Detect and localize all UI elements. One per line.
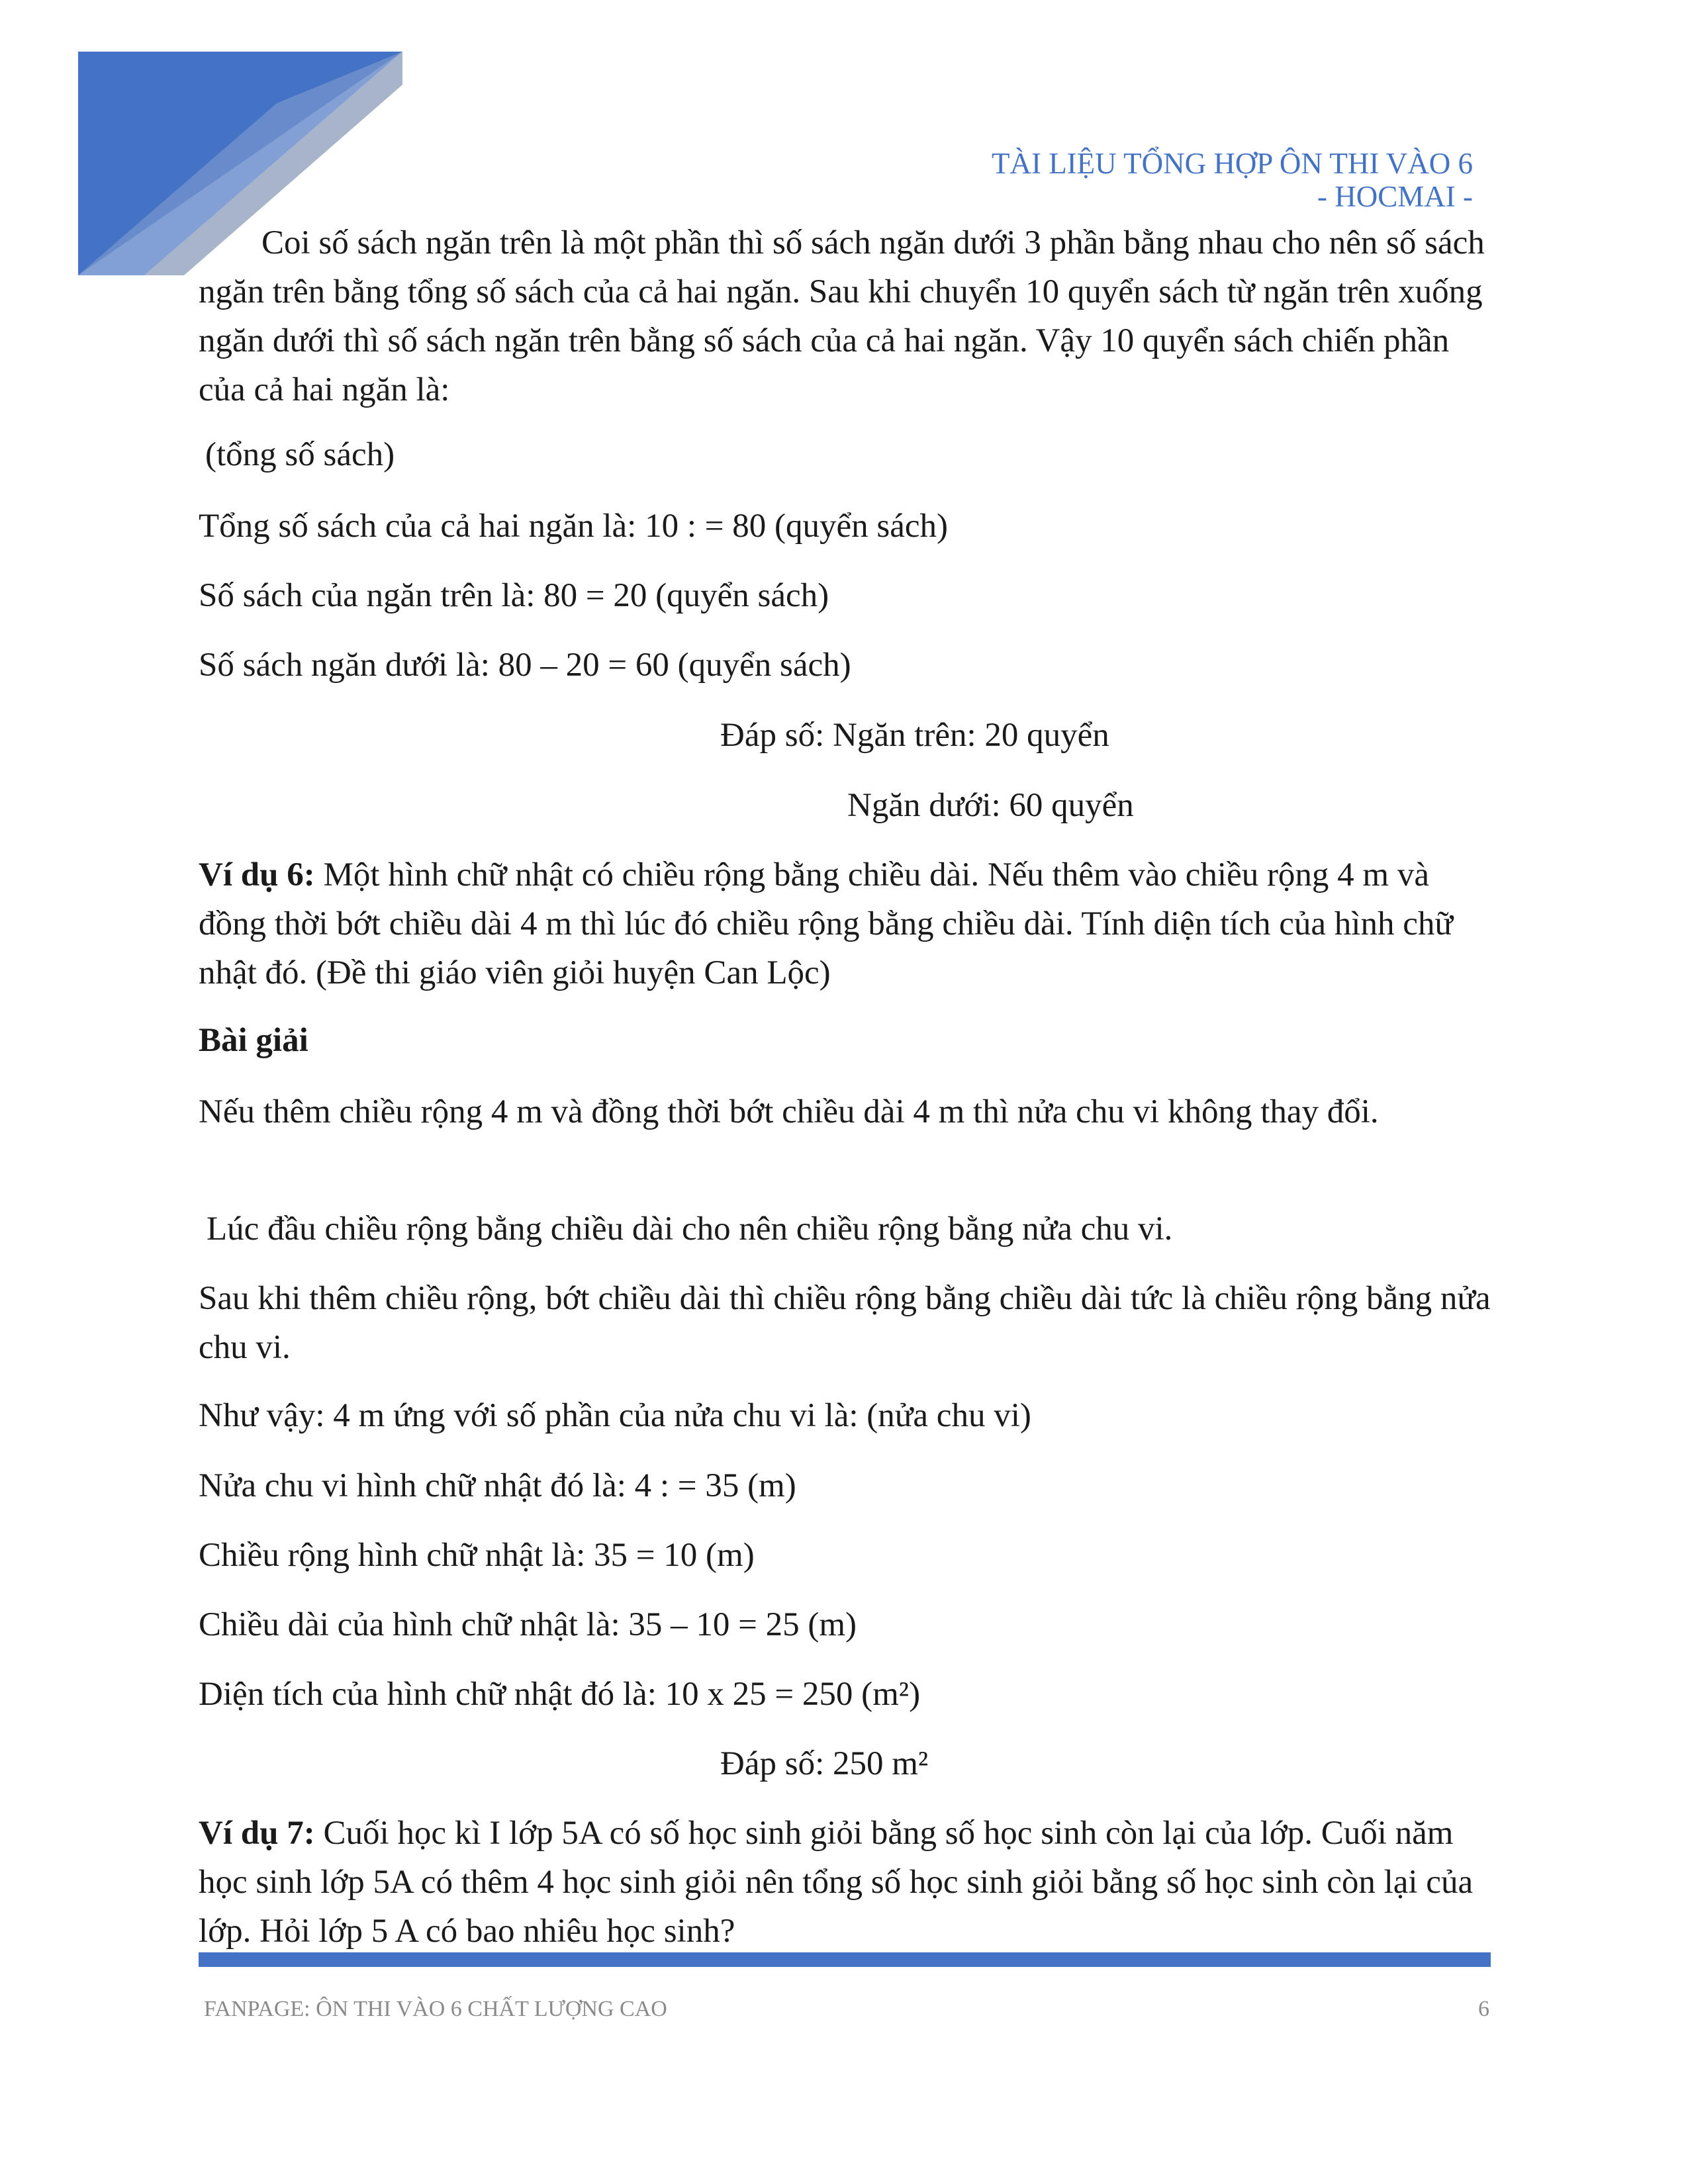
example-7-label: Ví dụ 7:: [199, 1815, 315, 1852]
header-subtitle: - HOCMAI -: [1317, 180, 1473, 213]
solution-heading: Bài giải: [199, 1022, 308, 1059]
example-6-label: Ví dụ 6:: [199, 856, 315, 893]
example-7: [199, 1809, 1491, 1956]
paragraph-total-fraction: (tổng số sách): [205, 436, 395, 473]
answer-upper: Đáp số: Ngăn trên: 20 quyển: [720, 717, 1109, 754]
solution-step-1: Nếu thêm chiều rộng 4 m và đồng thời bớt chiều dài 4 m thì nửa chu vi không thay đổi.: [199, 1093, 1379, 1130]
example-7-text: Cuối học kì I lớp 5A có số học sinh giỏi bằng số học sinh còn lại của lớp. Cuối năm học sinh lớp 5A có thêm 4 học sinh giỏi nên tổng số học sinh giỏi bằng số học sinh còn lại của lớp. Hỏi lớp 5 A có bao nhiêu học sinh?: [199, 1815, 1474, 1950]
example-6: [199, 850, 1491, 997]
solution-step-4: Như vậy: 4 m ứng với số phần của nửa chu vi là: (nửa chu vi): [199, 1397, 1031, 1434]
paragraph-intro: Coi số sách ngăn trên là một phần thì số sách ngăn dưới 3 phần bằng nhau cho nên số sách ngăn trên bằng tổng số sách của cả hai ngăn. Sau khi chuyển 10 quyển sách từ ngăn trên xuống ngăn dưới thì số sách ngăn trên bằng số sách của cả hai ngăn. Vậy 10 quyển sách chiến phần của cả hai ngăn là:: [199, 224, 1485, 408]
step-lower-shelf: Số sách ngăn dưới là: 80 – 20 = 60 (quyển sách): [199, 647, 851, 684]
solution-step-2: Lúc đầu chiều rộng bằng chiều dài cho nên chiều rộng bằng nửa chu vi.: [207, 1210, 1173, 1248]
solution-step-6: Chiều rộng hình chữ nhật là: 35 = 10 (m): [199, 1537, 755, 1574]
footer-fanpage: FANPAGE: ÔN THI VÀO 6 CHẤT LƯỢNG CAO: [204, 1997, 667, 2021]
solution-step-3: Sau khi thêm chiều rộng, bớt chiều dài thì chiều rộng bằng chiều dài tức là chiều rộng bằng nửa chu vi.: [199, 1280, 1491, 1366]
answer-area: Đáp số: 250 m²: [720, 1745, 929, 1782]
header-title: TÀI LIỆU TỔNG HỢP ÔN THI VÀO 6: [991, 147, 1473, 180]
solution-step-7: Chiều dài của hình chữ nhật là: 35 – 10 = 25 (m): [199, 1606, 857, 1643]
footer-rule: [199, 1952, 1491, 1967]
solution-step-5: Nửa chu vi hình chữ nhật đó là: 4 : = 35 (m): [199, 1467, 796, 1504]
page-number: 6: [1478, 1997, 1489, 2021]
solution-step-8: Diện tích của hình chữ nhật đó là: 10 x 25 = 250 (m²): [199, 1676, 921, 1713]
step-total-books: Tổng số sách của cả hai ngăn là: 10 : = 80 (quyển sách): [199, 508, 948, 545]
step-upper-shelf: Số sách của ngăn trên là: 80 = 20 (quyển sách): [199, 577, 829, 614]
example-6-text: Một hình chữ nhật có chiều rộng bằng chiều dài. Nếu thêm vào chiều rộng 4 m và đồng thời bớt chiều dài 4 m thì lúc đó chiều rộng bằng chiều dài. Tính diện tích của hình chữ nhật đó. (Đề thi giáo viên giỏi huyện Can Lộc): [199, 856, 1453, 991]
answer-lower: Ngăn dưới: 60 quyển: [847, 787, 1134, 824]
